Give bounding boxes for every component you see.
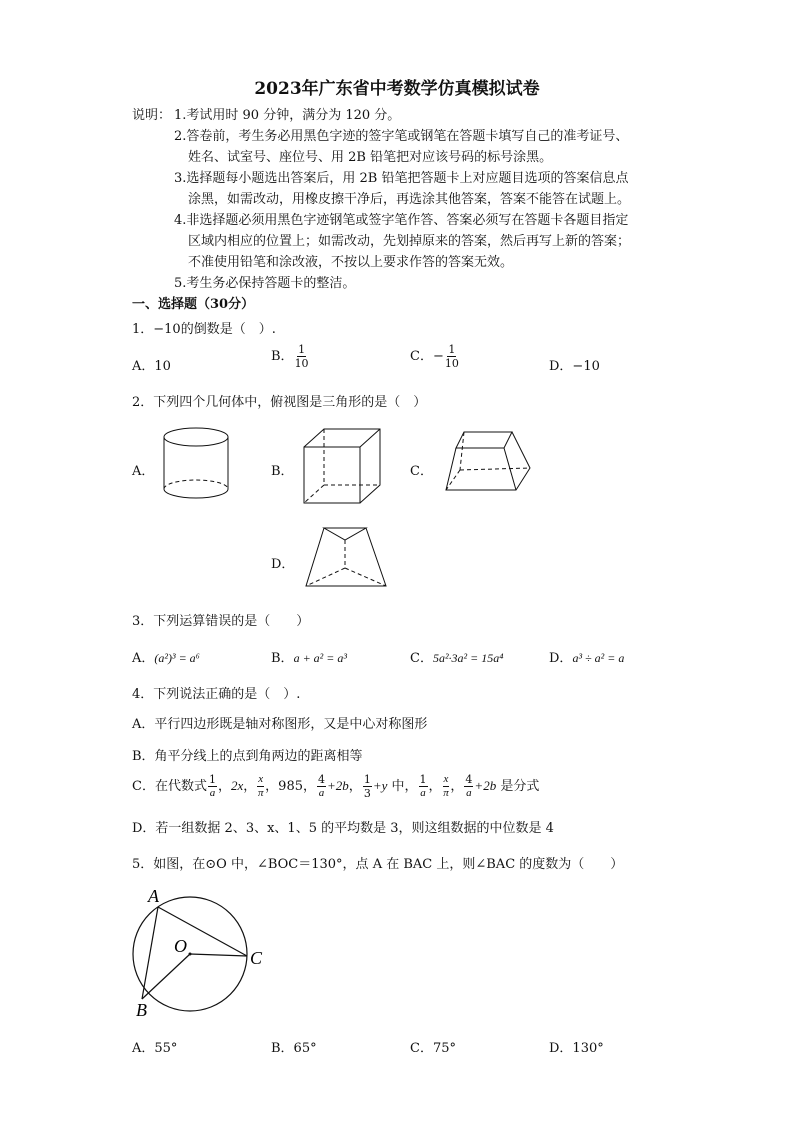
instruction-line: 1.考试用时 90 分钟，满分为 120 分。 bbox=[174, 108, 401, 123]
page-title: 2023年广东省中考数学仿真模拟试卷 bbox=[254, 79, 540, 99]
option-label: B． bbox=[271, 651, 294, 666]
point-b-label: B bbox=[136, 1000, 147, 1020]
q4-option-c: C．在代数式 $\frac{1}{a}$ ，2x， $\frac{x}{\pi}$ ，985， $\frac{4}{a}$ +2b， $\frac{1}{3}$ +y 中， $\frac{1}{a}$ ， $\frac{x}{\pi}$ ， $\frac{4}{a}$ +2b 是分式 bbox=[132, 773, 540, 800]
fraction: $\frac{1}{a}$ bbox=[419, 773, 427, 799]
triangular-frustum-figure bbox=[302, 524, 390, 592]
question-4-stem: 4．下列说法正确的是（ ）. bbox=[132, 687, 301, 702]
instruction-line: 2.答卷前，考生务必用黑色字迹的签字笔或钢笔在答题卡填写自己的准考证号、 bbox=[174, 129, 629, 144]
denominator: 10 bbox=[444, 357, 459, 370]
numerator: 1 bbox=[298, 343, 306, 356]
q3-option-b bbox=[271, 647, 347, 666]
instruction-line: 涂黑，如需改动，用橡皮擦干净后，再选涂其他答案，答案不能答在试题上。 bbox=[188, 192, 631, 207]
option-label: C． bbox=[410, 651, 433, 666]
q2-option-c: C． bbox=[410, 464, 433, 479]
option-label: C．− bbox=[410, 349, 444, 364]
question-3-stem: 3．下列运算错误的是（ ） bbox=[132, 614, 310, 629]
point-a-label: A bbox=[148, 886, 159, 906]
denominator: 10 bbox=[294, 357, 309, 370]
instruction-line: 区域内相应的位置上；如需改动，先划掉原来的答案，然后再写上新的答案； bbox=[188, 234, 631, 249]
fraction: $\frac{4}{a}$ bbox=[465, 773, 473, 799]
q4-option-b: B．角平分线上的点到角两边的距离相等 bbox=[132, 749, 363, 764]
q3-option-c bbox=[410, 647, 503, 666]
numerator: 1 bbox=[448, 343, 456, 356]
math-expression: (a²)³ = a⁶ bbox=[154, 651, 200, 665]
question-5-stem: 5．如图，在⊙O 中，∠BOC＝130°，点 A 在 BAC 上，则∠BAC 的度数为（ ） bbox=[132, 857, 624, 872]
instructions-label: 说明： bbox=[132, 108, 172, 123]
option-label: C．在代数式 bbox=[132, 779, 207, 794]
q5-option-a: A．55° bbox=[132, 1041, 178, 1056]
q1-option-c bbox=[410, 344, 460, 369]
cylinder-figure bbox=[160, 425, 236, 505]
instruction-line: 3.选择题每小题选出答案后，用 2B 铅笔把答题卡上对应题目选项的答案信息点 bbox=[174, 171, 629, 186]
point-c-label: C bbox=[250, 948, 263, 968]
q1-option-d: D．−10 bbox=[549, 359, 600, 374]
section-heading: 一、选择题（30分） bbox=[132, 297, 255, 312]
math-expression: a³ ÷ a² = a bbox=[572, 651, 625, 665]
point-o-label: O bbox=[174, 936, 187, 956]
q4-option-d: D．若一组数据 2、3、x、1、5 的平均数是 3，则这组数据的中位数是 4 bbox=[132, 821, 554, 836]
fraction: $\frac{4}{a}$ bbox=[318, 773, 326, 799]
q1-option-b bbox=[271, 344, 310, 369]
fraction: $\frac{x}{\pi}$ bbox=[443, 773, 449, 799]
option-label: B． bbox=[271, 349, 294, 364]
option-label: D． bbox=[549, 651, 573, 666]
fraction: $\frac{x}{\pi}$ bbox=[257, 773, 264, 799]
instruction-line: 4.非选择题必须用黑色字迹钢笔或签字笔作答、答案必须写在答题卡各题目指定 bbox=[174, 213, 629, 228]
q5-option-b: B．65° bbox=[271, 1041, 317, 1056]
q2-option-d: D． bbox=[271, 557, 295, 572]
fraction: $\frac{1}{3}$ bbox=[363, 773, 371, 800]
option-label: A． bbox=[132, 651, 155, 666]
fraction bbox=[295, 344, 309, 369]
fraction bbox=[445, 344, 459, 369]
instruction-line: 5.考生务必保持答题卡的整洁。 bbox=[174, 276, 356, 291]
fraction: $\frac{1}{a}$ bbox=[208, 773, 216, 799]
cube-figure bbox=[300, 425, 386, 507]
q1-option-a: A．10 bbox=[132, 359, 171, 374]
circle-figure bbox=[128, 884, 278, 1022]
q5-option-d: D．130° bbox=[549, 1041, 604, 1056]
q4-option-a: A．平行四边形既是轴对称图形，又是中心对称图形 bbox=[132, 717, 428, 732]
instruction-line: 不准使用铅笔和涂改液，不按以上要求作答的答案无效。 bbox=[188, 255, 514, 270]
math-expression: a + a² = a³ bbox=[293, 651, 347, 665]
question-2-stem: 2．下列四个几何体中，俯视图是三角形的是（ ） bbox=[132, 395, 427, 410]
frustum-figure bbox=[442, 428, 534, 500]
instruction-line: 姓名、试室号、座位号、用 2B 铅笔把对应该号码的标号涂黑。 bbox=[188, 150, 553, 165]
math-expression: 5a²·3a² = 15a⁴ bbox=[432, 651, 504, 665]
q2-option-b: B． bbox=[271, 464, 294, 479]
q5-option-c: C．75° bbox=[410, 1041, 456, 1056]
q3-option-d bbox=[549, 647, 624, 666]
q2-option-a: A． bbox=[132, 464, 155, 479]
q3-option-a bbox=[132, 647, 200, 666]
question-1-stem: 1．−10的倒数是（ ）. bbox=[132, 322, 276, 337]
